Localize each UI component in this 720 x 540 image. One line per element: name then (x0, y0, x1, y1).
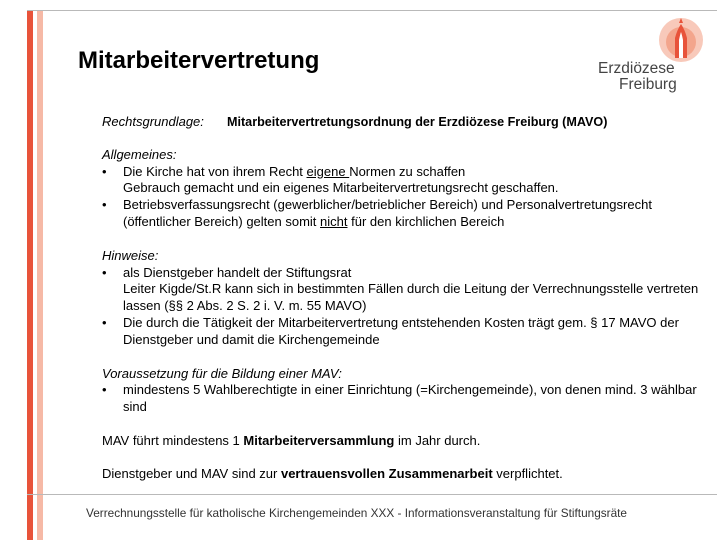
zusammenarbeit-text-start: Dienstgeber und MAV sind zur (102, 465, 281, 481)
allgemeines-heading: Allgemeines: (102, 146, 177, 162)
accent-bar-dark (27, 10, 33, 540)
mav-text-start: MAV führt mindestens 1 (102, 432, 244, 448)
list-item (102, 197, 702, 231)
voraussetzung-heading: Voraussetzung für die Bildung einer MAV: (102, 365, 342, 381)
allgemeines-section (102, 147, 702, 231)
allgemeines-item1-text-start: Die Kirche hat von ihrem Recht (123, 163, 307, 179)
slide-content (102, 114, 702, 499)
hinweise-item1-text: als Dienstgeber handelt der Stiftungsrat (123, 264, 352, 280)
allgemeines-item1-continuation: Gebrauch gemacht und ein eigenes Mitarbeitervertretungsrecht geschaffen. (123, 180, 559, 196)
rechtsgrundlage-label: Rechtsgrundlage: (102, 114, 204, 129)
voraussetzung-section (102, 366, 702, 416)
footer-text: Verrechnungsstelle für katholische Kirchengemeinden XXX - Informationsveranstaltung für Stiftungsräte (86, 506, 627, 520)
zusammenarbeit-text-end: verpflichtet. (492, 465, 563, 481)
logo-text-line1: Erzdiözese (598, 60, 675, 77)
hinweise-section (102, 248, 702, 349)
hinweise-item1-continuation: Leiter Kigde/St.R kann sich in bestimmten Fällen durch die Leitung der Verrechnungsstelle vertreten lassen (§§ 2 Abs. 2 S. 2 i. V. m. 55 MAVO) (123, 281, 699, 314)
hinweise-heading: Hinweise: (102, 247, 159, 263)
logo-text-line2: Freiburg (619, 76, 677, 93)
logo (598, 14, 716, 94)
mav-text-end: im Jahr durch. (394, 432, 481, 448)
mav-paragraph (102, 433, 702, 450)
bullet: • (102, 197, 107, 213)
list-item (102, 382, 702, 416)
allgemeines-item2-text-end: für den kirchlichen Bereich (347, 213, 505, 229)
allgemeines-item2-underlined: nicht (320, 213, 348, 229)
hinweise-item2-text: Die durch die Tätigkeit der Mitarbeitervertretung entstehenden Kosten trägt gem. § 17 MAVO der Dienstgeber und damit die Kirchengemeinde (123, 314, 679, 347)
list-item (102, 265, 702, 315)
top-rule (27, 10, 717, 11)
bullet: • (102, 314, 107, 330)
bullet: • (102, 382, 107, 398)
voraussetzung-item1-text: mindestens 5 Wahlberechtigte in einer Einrichtung (=Kirchengemeinde), von denen mind. 3 wählbar sind (123, 382, 697, 415)
zusammenarbeit-paragraph (102, 466, 702, 483)
rechtsgrundlage-row (102, 114, 702, 131)
slide-title: Mitarbeitervertretung (78, 47, 320, 74)
list-item (102, 164, 702, 198)
list-item (102, 315, 702, 349)
allgemeines-item1-underlined: eigene (306, 163, 350, 179)
logo-flame-icon (648, 14, 714, 64)
allgemeines-item2-text-start: Betriebsverfassungsrecht (gewerblicher/betrieblicher Bereich) und Personalvertretungsrecht (öffentlicher Bereich) gelten somit (123, 197, 652, 229)
allgemeines-item1-text-end: Normen zu schaffen (349, 163, 466, 179)
zusammenarbeit-text-bold: vertrauensvollen Zusammenarbeit (280, 465, 493, 481)
rechtsgrundlage-value: Mitarbeitervertretungsordnung der Erzdiözese Freiburg (MAVO) (227, 115, 608, 129)
bullet: • (102, 163, 107, 179)
mav-text-bold: Mitarbeiterversammlung (243, 432, 395, 448)
bullet: • (102, 264, 107, 280)
accent-bar-light (37, 10, 43, 540)
